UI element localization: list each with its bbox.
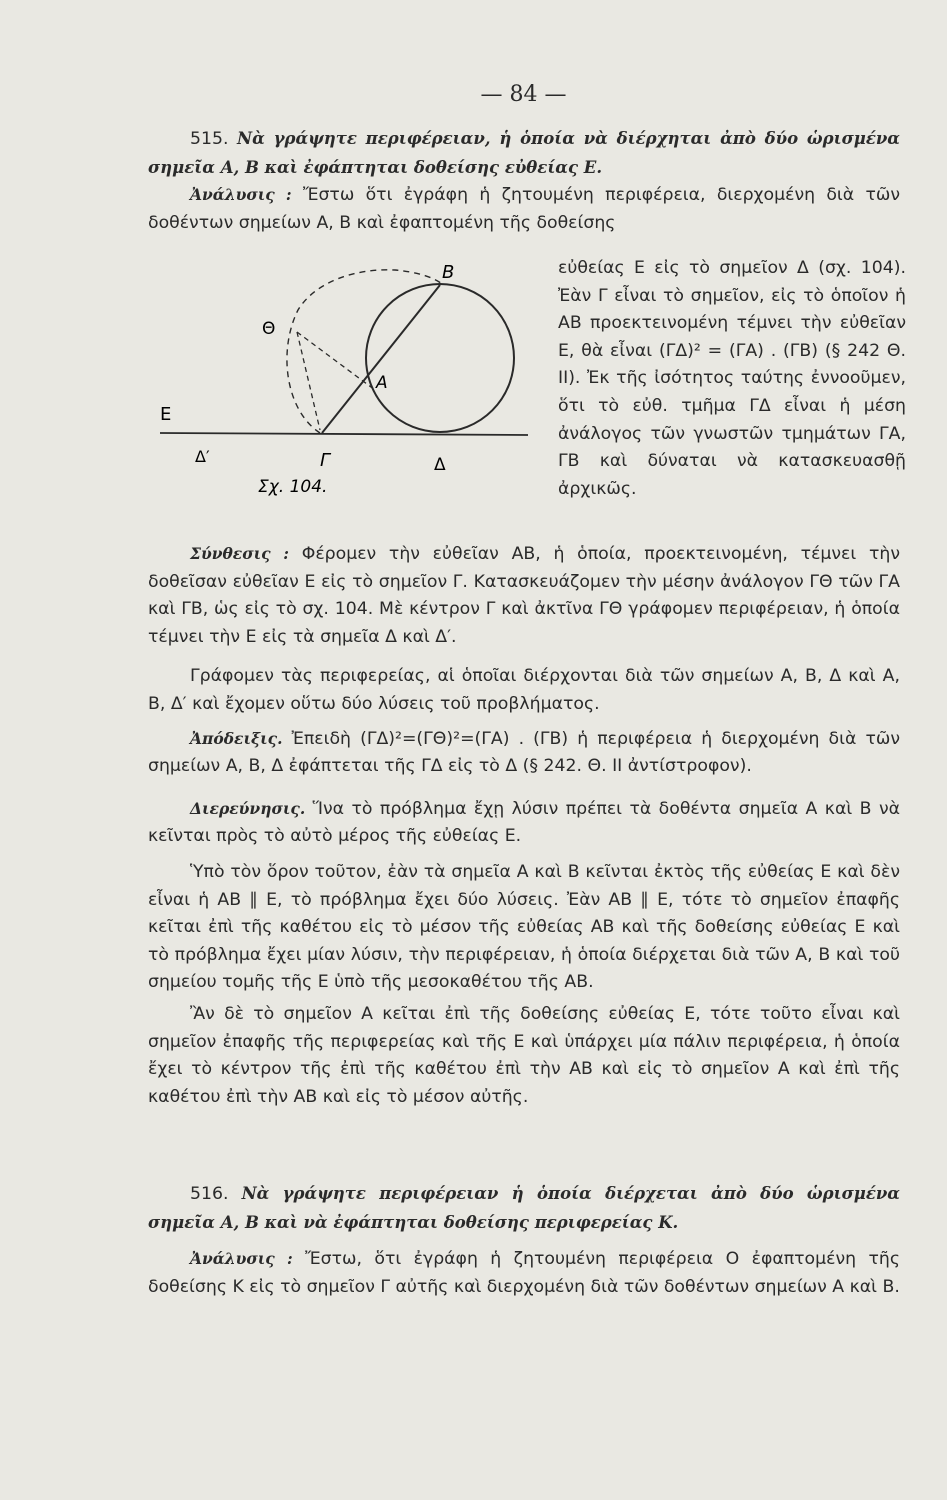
- on-line-paragraph: Ἂν δὲ τὸ σημεῖον Α κεῖται ἐπὶ τῆς δοθείσης εὐθείας Ε, τότε τοῦτο εἶναι καὶ σημεῖον ἐπαφῆς τῆς περιφερείας καὶ τῆς Ε καὶ ὑπάρχει μία πάλιν περιφέρεια, ἡ ὁποία ἔχει τὸ κέντρον τῆς ἐπὶ τῆς καθέτου ἐπὶ τὴν ΑΒ καὶ εἰς τὸ σημεῖον Α καὶ ἐπὶ τῆς καθέτου ἐπὶ τὴν ΑΒ καὶ εἰς τὸ μέσον αὐτῆς.: [148, 1003, 900, 1107]
- analysis-text-top: Ἔστω ὅτι ἐγράφη ἡ ζητουμένη περιφέρεια, διερχομένη διὰ τῶν δοθέντων σημείων Α, Β καὶ ἐφαπτομένη τῆς δοθείσης: [148, 185, 900, 233]
- investigation-paragraph: [148, 795, 900, 851]
- dashed-theta-g: [297, 332, 320, 430]
- investigation-text: Ἵνα τὸ πρόβλημα ἔχῃ λύσιν πρέπει τὰ δοθέντα σημεῖα Α καὶ Β νὰ κεῖνται πρὸς τὸ αὐτὸ μέρος τῆς εὐθείας Ε.: [148, 798, 900, 847]
- label-e: Ε: [160, 404, 172, 425]
- figure-104: [150, 250, 550, 510]
- analysis-515-right: [558, 255, 906, 503]
- page-number: — 84 —: [480, 82, 567, 107]
- label-g: Γ: [320, 450, 331, 471]
- analysis-516-paragraph: [148, 1245, 900, 1301]
- label-d-prime: Δ′: [195, 447, 210, 466]
- problem-516-block: [148, 1180, 900, 1301]
- synthesis-paragraph: [148, 540, 900, 651]
- proof-paragraph: [148, 725, 900, 781]
- condition-paragraph: Ὑπὸ τὸν ὅρον τοῦτον, ἐὰν τὰ σημεῖα Α καὶ Β κεῖνται ἐκτὸς τῆς εὐθείας Ε καὶ δὲν εἶναι ἡ ΑΒ ∥ Ε, τὸ πρόβλημα ἔχει δύο λύσεις. Ἐὰν ΑΒ ∥ Ε, τότε τὸ σημεῖον ἐπαφῆς κεῖται ἐπὶ τῆς καθέτου εἰς τὸ μέσον τῆς εὐθείας ΑΒ καὶ τῆς δοθείσης εὐθείας Ε καὶ τὸ πρόβλημα ἔχει μίαν λύσιν, τὴν περιφέρειαν, ἡ ὁποία διέρχεται διὰ τῶν Α, Β καὶ τοῦ σημείου τομῆς τῆς Ε ὑπὸ τῆς μεσοκαθέτου τῆς ΑΒ.: [148, 861, 900, 993]
- dashed-theta-a: [297, 332, 375, 390]
- synthesis-text: Φέρομεν τὴν εὐθεῖαν ΑΒ, ἡ ὁποία, προεκτεινομένη, τέμνει τὴν δοθεῖσαν εὐθεῖαν Ε εἰς τὸ σημεῖον Γ. Κατασκευάζομεν τὴν μέσην ἀνάλογον ΓΘ τῶν ΓΑ καὶ ΓΒ, ὡς εἰς τὸ σχ. 104. Μὲ κέντρον Γ καὶ ἀκτῖνα ΓΘ γράφομεν περιφέρειαν, ἡ ὁποία τέμνει τὴν Ε εἰς τὰ σημεῖα Δ καὶ Δ′.: [148, 544, 900, 647]
- dashed-arc: [287, 270, 442, 433]
- proof-label: Ἀπόδειξις.: [190, 728, 283, 748]
- analysis-label: Ἀνάλυσις :: [190, 185, 292, 204]
- label-theta: Θ: [262, 319, 276, 339]
- figure-caption: Σχ. 104.: [258, 477, 328, 497]
- line-e: [160, 433, 528, 435]
- problem-515-heading: Νὰ γράψητε περιφέρειαν, ἡ ὁποία νὰ διέρχηται ἀπὸ δύο ὡρισμένα σημεῖα Α, Β καὶ ἐφάπτηται δοθείσης εὐθείας Ε.: [148, 129, 901, 177]
- analysis-516-label: Ἀνάλυσις :: [190, 1249, 293, 1269]
- synthesis-label: Σύνθεσις :: [190, 544, 289, 563]
- line-gb: [322, 285, 440, 433]
- circle-abd: [366, 284, 514, 432]
- circles-paragraph: Γράφομεν τὰς περιφερείας, αἱ ὁποῖαι διέρχονται διὰ τῶν σημείων Α, Β, Δ καὶ Α, Β, Δ′ καὶ ἔχομεν οὕτω δύο λύσεις τοῦ προβλήματος.: [148, 666, 900, 714]
- problem-516-number: 516.: [190, 1184, 229, 1204]
- analysis-text-right: εὐθείας Ε εἰς τὸ σημεῖον Δ (σχ. 104). Ἐὰν Γ εἶναι τὸ σημεῖον, εἰς τὸ ὁποῖον ἡ ΑΒ προεκτεινομένη τέμνει τὴν εὐθεῖαν Ε, θὰ εἶναι (ΓΔ)² = (ΓΑ) . (ΓΒ) (§ 242 Θ. ΙΙ). Ἐκ τῆς ἰσότητος ταύτης ἐννοοῦμεν, ὅτι τὸ εὐθ. τμῆμα ΓΔ εἶναι ἡ μέση ἀνάλογος τῶν γνωστῶν τμημάτων ΓΑ, ΓΒ καὶ δύναται νὰ κατασκευασθῇ ἀρχικῶς.: [558, 258, 906, 499]
- label-b: Β: [442, 262, 455, 283]
- problem-515-heading-block: [148, 125, 900, 182]
- label-a: Α: [376, 373, 388, 393]
- investigation-label: Διερεύνησις.: [190, 798, 306, 818]
- label-d: Δ: [434, 455, 446, 475]
- analysis-515-top: [148, 181, 900, 237]
- proof-text: Ἐπειδὴ (ΓΔ)²=(ΓΘ)²=(ΓΑ) . (ΓΒ) ἡ περιφέρεια ἡ διερχομένη διὰ τῶν σημείων Α, Β, Δ ἐφάπτεται τῆς ΓΔ εἰς τὸ Δ (§ 242. Θ. ΙΙ ἀντίστροφον).: [148, 728, 900, 777]
- problem-516-heading: Νὰ γράψητε περιφέρειαν ἡ ὁποία διέρχεται ἀπὸ δύο ὡρισμένα σημεῖα Α, Β καὶ νὰ ἐφάπτηται δοθείσης περιφερείας Κ.: [148, 1184, 900, 1232]
- problem-515-body: [148, 540, 900, 1111]
- analysis-516-text: Ἔστω, ὅτι ἐγράφη ἡ ζητουμένη περιφέρεια Ο ἐφαπτομένη τῆς δοθείσης Κ εἰς τὸ σημεῖον Γ αὐτῆς καὶ διερχομένη διὰ τῶν δοθέντων σημείων Α καὶ Β.: [148, 1249, 900, 1297]
- problem-515-number: 515.: [190, 129, 229, 149]
